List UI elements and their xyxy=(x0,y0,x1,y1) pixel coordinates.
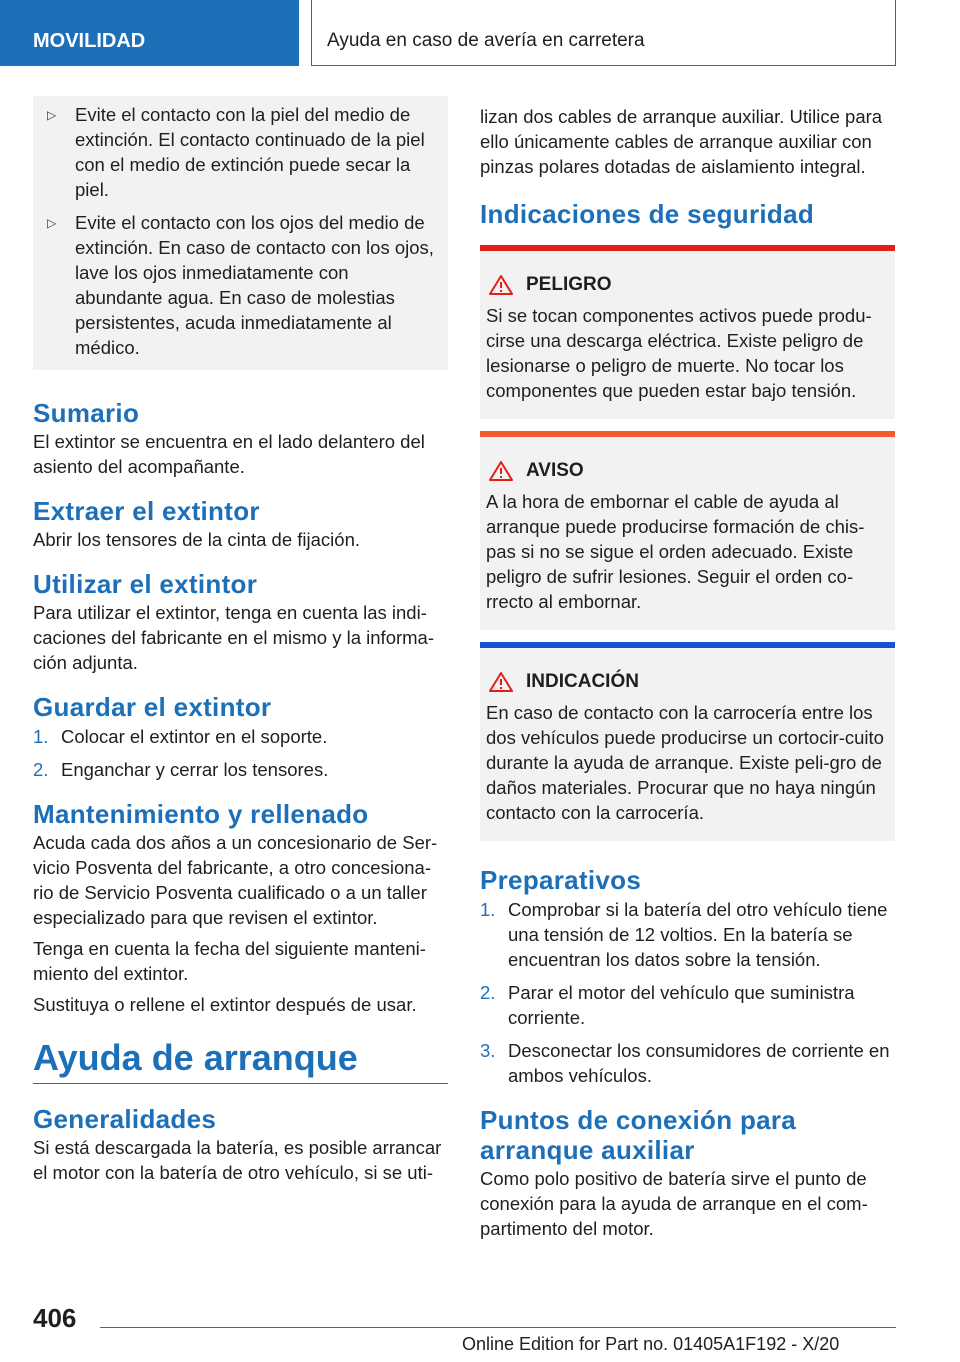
heading-mantenimiento: Mantenimiento y rellenado xyxy=(33,799,369,829)
triangle-right-icon: ▷ xyxy=(47,108,57,122)
mantenimiento-text: Sustituya o rellene el extintor después de usar. xyxy=(33,994,417,1015)
warning-level: AVISO xyxy=(526,460,584,481)
warning-triangle-icon xyxy=(488,671,514,693)
warning-box-peligro xyxy=(480,245,895,419)
left-column xyxy=(33,96,448,1185)
step-text: Comprobar si la batería del otro vehículo tiene una tensión de 12 voltios. En la batería se encuentran los datos sobre la tensión. xyxy=(508,899,888,970)
utilizar-text: Para utilizar el extintor, tenga en cuenta las indi-caciones del fabricante en el mismo y la informa-ción adjunta. xyxy=(33,602,435,673)
heading-utilizar: Utilizar el extintor xyxy=(33,569,258,599)
warning-box-aviso xyxy=(480,431,895,630)
heading-extraer: Extraer el extintor xyxy=(33,496,260,526)
heading-seguridad: Indicaciones de seguridad xyxy=(480,199,815,229)
heading-preparativos: Preparativos xyxy=(480,865,642,895)
sumario-text: El extintor se encuentra en el lado delantero del asiento del acompañante. xyxy=(33,431,425,477)
mantenimiento-text: Acuda cada dos años a un concesionario de Ser-vicio Posventa del fabricante, a otro concesiona-rio de Servicio Posventa cualificado o a un taller especializado para que revisen el extintor. xyxy=(33,832,438,928)
step-text: Colocar el extintor en el soporte. xyxy=(61,726,328,747)
warning-triangle-icon xyxy=(488,274,514,296)
warning-triangle-icon xyxy=(488,460,514,482)
list-item-text: Evite el contacto con los ojos del medio de extinción. En caso de contacto con los ojos, lave los ojos inmediatamente con abundante agua. En caso de molestias persistentes, acuda inmediatamente al médico. xyxy=(75,212,434,358)
chapter-rule xyxy=(33,1037,448,1084)
list-item xyxy=(480,980,895,1030)
warning-level: INDICACIÓN xyxy=(526,671,639,692)
warning-bar xyxy=(480,431,895,437)
right-column xyxy=(480,96,895,1241)
footer-rule xyxy=(100,1327,896,1328)
chapter-header-title: Ayuda en caso de avería en carretera xyxy=(327,30,645,51)
list-item xyxy=(33,757,448,782)
list-item xyxy=(47,210,434,360)
heading-puntos-conexion: Puntos de conexión para arranque auxiliar xyxy=(480,1105,797,1165)
heading-sumario: Sumario xyxy=(33,398,140,428)
bullet-box xyxy=(33,96,448,370)
warning-box-indicacion xyxy=(480,642,895,841)
warning-bar xyxy=(480,245,895,251)
step-text: Parar el motor del vehículo que suministra corriente. xyxy=(508,982,855,1028)
warning-bar xyxy=(480,642,895,648)
chapter-header xyxy=(311,0,896,66)
chapter-title: Ayuda de arranque xyxy=(33,1037,358,1078)
heading-generalidades: Generalidades xyxy=(33,1104,217,1134)
extraer-text: Abrir los tensores de la cinta de fijación. xyxy=(33,529,361,550)
warning-text: En caso de contacto con la carrocería entre los dos vehículos puede producirse un cortocir-cuito durante la ayuda de arranque. Existe peli-gro de daños materiales. Procurar que no haya ningún contacto con la carrocería. xyxy=(486,702,884,823)
step-text: Desconectar los consumidores de corriente en ambos vehículos. xyxy=(508,1040,890,1086)
step-number: 3. xyxy=(480,1040,496,1061)
step-number: 2. xyxy=(480,982,496,1003)
list-item xyxy=(33,724,448,749)
footer-edition: Online Edition for Part no. 01405A1F192 - X/20 xyxy=(462,1334,840,1354)
warning-text: A la hora de embornar el cable de ayuda al arranque puede producirse formación de chis-pas si no se sigue el orden adecuado. Existe peligro de sufrir lesiones. Seguir el orden co-rrecto al embornar. xyxy=(486,491,865,612)
list-item xyxy=(47,102,434,202)
mantenimiento-text: Tenga en cuenta la fecha del siguiente manteni-miento del extintor. xyxy=(33,938,426,984)
step-text: Enganchar y cerrar los tensores. xyxy=(61,759,329,780)
generalidades-text: Si está descargada la batería, es posible arrancar el motor con la batería de otro vehículo, si se uti- xyxy=(33,1137,442,1183)
heading-guardar: Guardar el extintor xyxy=(33,692,272,722)
step-number: 1. xyxy=(480,899,496,920)
intro-text: lizan dos cables de arranque auxiliar. Utilice para ello únicamente cables de arranque auxiliar con pinzas polares dotadas de aislamiento integral. xyxy=(480,106,883,177)
list-item xyxy=(480,897,895,972)
list-item xyxy=(480,1038,895,1088)
warning-text: Si se tocan componentes activos puede produ-cirse una descarga eléctrica. Existe peligro de lesionarse o peligro de muerte. No tocar los componentes que pueden estar bajo tensión. xyxy=(486,305,872,401)
section-tab xyxy=(0,0,299,66)
section-label: MOVILIDAD xyxy=(33,30,146,52)
puntos-text: Como polo positivo de batería sirve el punto de conexión para la ayuda de arranque en el com-partimento del motor. xyxy=(480,1168,868,1239)
page-number: 406 xyxy=(33,1303,77,1333)
step-number: 2. xyxy=(33,759,49,780)
list-item-text: Evite el contacto con la piel del medio de extinción. El contacto continuado de la piel con el medio de extinción puede secar la piel. xyxy=(75,104,425,200)
step-number: 1. xyxy=(33,726,49,747)
warning-level: PELIGRO xyxy=(526,274,612,295)
triangle-right-icon: ▷ xyxy=(47,216,57,230)
